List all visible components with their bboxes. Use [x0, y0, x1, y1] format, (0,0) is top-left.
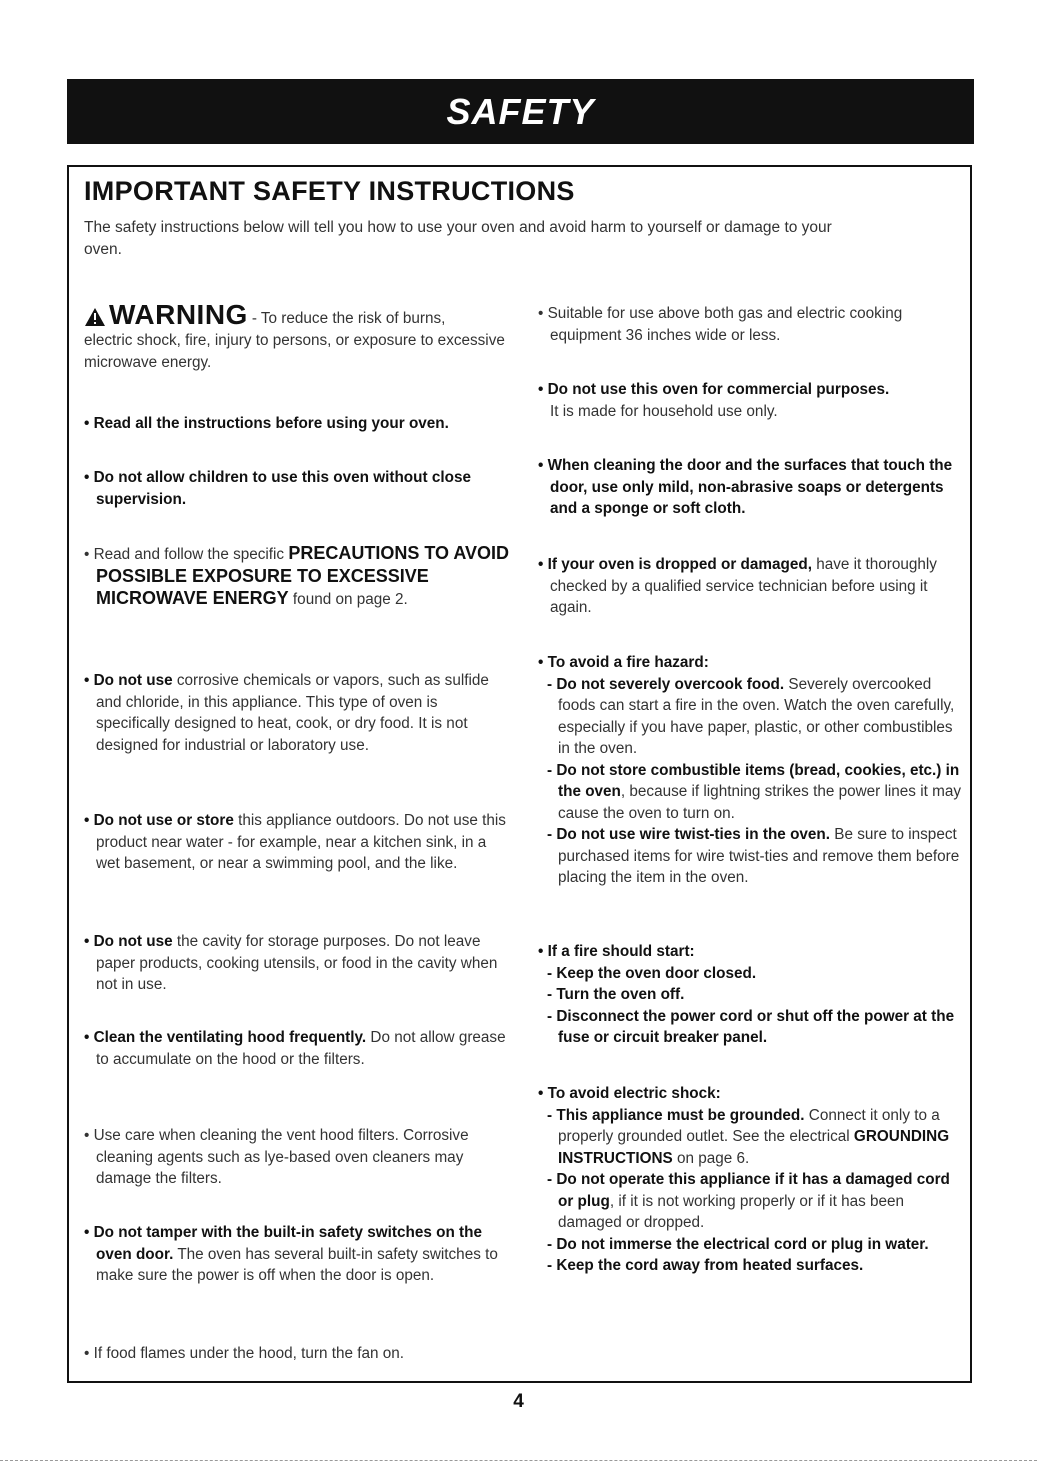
hood-item	[84, 1027, 514, 1070]
grounded-bold: - This appliance must be grounded.	[547, 1106, 805, 1124]
twist-text: Be sure to inspect purchased items for wire twist-ties and remove them before placing the item in the oven.	[558, 826, 960, 886]
immerse-item: - Do not immerse the electrical cord or plug in water.	[547, 1235, 929, 1253]
children-item: • Do not allow children to use this oven without close supervision.	[84, 469, 471, 508]
precautions-bold: PRECAUTIONS TO AVOID POSSIBLE EXPOSURE TO EXCESSIVE MICROWAVE ENERGY	[96, 543, 510, 608]
fire-start-step-1: - Keep the oven door closed.	[547, 964, 757, 982]
corrosive-bold: • Do not use	[84, 672, 173, 689]
corrosive-item	[84, 670, 514, 756]
page-title: IMPORTANT SAFETY INSTRUCTIONS	[84, 176, 575, 206]
shock-heading: • To avoid electric shock:	[538, 1085, 721, 1102]
corrosive-text: corrosive chemicals or vapors, such as sulfide and chloride, in this appliance. This type of oven is specifically designed to heat, cook, or dry food. It is not designed for industrial or laboratory use.	[96, 672, 489, 754]
warning-triangle-icon	[84, 307, 106, 327]
twist-bold: - Do not use wire twist-ties in the oven.	[547, 826, 831, 843]
outdoors-text: this appliance outdoors. Do not use this product near water - for example, near a kitchen sink, in a wet basement, or near a swimming pool, and the like.	[96, 812, 506, 872]
tamper-bold: • Do not tamper with the built-in safety switches on the oven door.	[84, 1224, 483, 1263]
tamper-item	[84, 1222, 514, 1287]
store-bold: - Do not store combustible items (bread, cookies, etc.) in the oven	[547, 761, 960, 800]
tamper-text: The oven has several built-in safety switches to make sure the power is off when the door is open.	[96, 1245, 498, 1284]
filters-item: • Use care when cleaning the vent hood filters. Corrosive cleaning agents such as lye-based oven cleaners may damage the filters.	[84, 1127, 469, 1187]
grounded-post: on page 6.	[672, 1149, 750, 1167]
warning-block	[84, 300, 514, 373]
fire-start-heading: • If a fire should start:	[538, 943, 695, 960]
fire-start-block	[538, 941, 963, 1049]
warning-word: WARNING	[109, 299, 248, 330]
precautions-item	[84, 543, 514, 611]
fire-hazard-block	[538, 652, 963, 889]
warning-text: electric shock, fire, injury to persons, or exposure to excessive microwave energy.	[84, 332, 505, 371]
hood-text: Do not allow grease to accumulate on the hood or the filters.	[96, 1029, 506, 1068]
cleaning-item: • When cleaning the door and the surfaces that touch the door, use only mild, non-abrasive soaps or detergents and a sponge or soft cloth.	[538, 457, 953, 517]
outdoors-item	[84, 810, 514, 875]
overcook-bold: - Do not severely overcook food.	[547, 675, 785, 693]
grounded-bold2: GROUNDING INSTRUCTIONS	[558, 1128, 950, 1167]
precautions-pre: • Read and follow the specific	[84, 546, 289, 563]
overcook-item	[538, 674, 963, 760]
banner-title: SAFETY	[446, 90, 595, 132]
operate-bold: - Do not operate this appliance if it has a damaged cord or plug	[547, 1171, 950, 1210]
store-item	[538, 760, 963, 825]
commercial-bold: • Do not use this oven for commercial purposes.	[538, 381, 890, 398]
dropped-bold: • If your oven is dropped or damaged,	[538, 556, 812, 573]
fire-hazard-heading: • To avoid a fire hazard:	[538, 654, 709, 671]
fire-start-step-2: - Turn the oven off.	[547, 986, 685, 1003]
dropped-text: have it thoroughly checked by a qualified service technician before using it again.	[550, 556, 937, 616]
twist-item	[538, 824, 963, 889]
bottom-dashed-rule	[0, 1460, 1037, 1461]
suitable-item: • Suitable for use above both gas and electric cooking equipment 36 inches wide or less.	[538, 305, 903, 344]
dropped-item	[538, 554, 963, 619]
cavity-item	[84, 931, 514, 996]
grounded-item	[538, 1105, 963, 1170]
section-banner	[67, 79, 974, 144]
warning-lead: - To reduce the risk of burns,	[251, 310, 446, 327]
fire-start-step-3: - Disconnect the power cord or shut off the power at the fuse or circuit breaker panel.	[547, 1007, 955, 1046]
flames-item: • If food flames under the hood, turn the fan on.	[84, 1345, 405, 1362]
hood-bold: • Clean the ventilating hood frequently.	[84, 1029, 367, 1046]
intro-text: The safety instructions below will tell you how to use your oven and avoid harm to yourself or damage to your oven.	[84, 219, 832, 258]
commercial-item	[538, 379, 963, 422]
outdoors-bold: • Do not use or store	[84, 812, 234, 829]
cavity-bold: • Do not use	[84, 933, 173, 950]
shock-block	[538, 1083, 963, 1277]
overcook-text: Severely overcooked foods can start a fire in the oven. Watch the oven carefully, especially if you have paper, plastic, or other combustibles in the oven.	[558, 675, 955, 757]
grounded-text: Connect it only to a properly grounded outlet. See the electrical	[558, 1106, 940, 1145]
read-all-item: • Read all the instructions before using your oven.	[84, 415, 449, 432]
operate-text: , if it is not working properly or if it has been damaged or dropped.	[558, 1192, 905, 1231]
cavity-text: the cavity for storage purposes. Do not leave paper products, cooking utensils, or food in the cavity when not in use.	[96, 933, 498, 993]
operate-item	[538, 1169, 963, 1234]
page-number: 4	[513, 1391, 524, 1412]
precautions-post: found on page 2.	[288, 591, 408, 608]
commercial-text: It is made for household use only.	[550, 402, 778, 420]
heated-item: - Keep the cord away from heated surfaces.	[547, 1257, 864, 1274]
store-text: , because if lightning strikes the power lines it may cause the oven to turn on.	[558, 783, 962, 822]
